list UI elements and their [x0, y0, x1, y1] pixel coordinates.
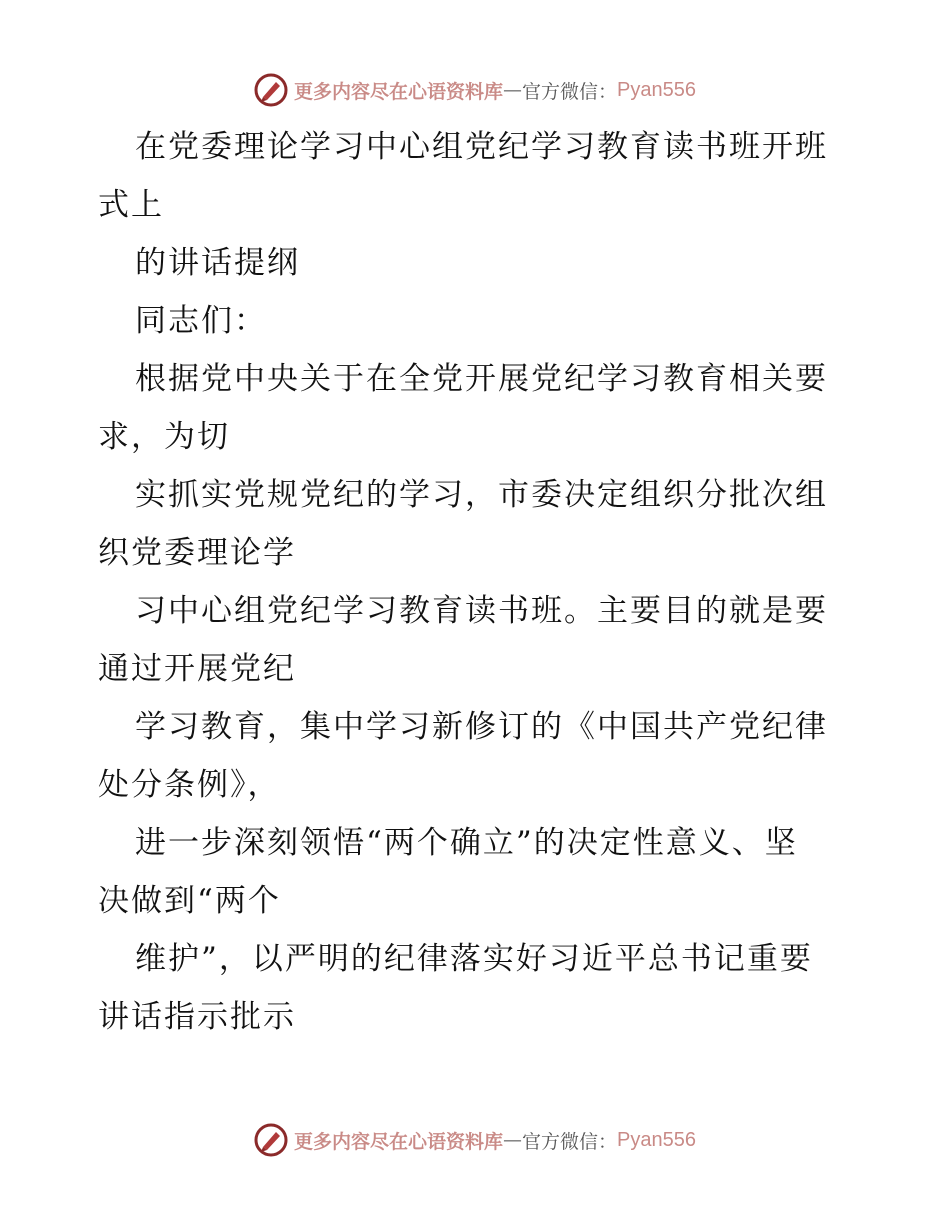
brand-logo-icon	[254, 1123, 288, 1157]
body-line: 学习教育，集中学习新修订的《中国共产党纪律	[135, 709, 828, 745]
header-banner	[0, 70, 950, 110]
body-line: 根据党中央关于在全党开展党纪学习教育相关要	[135, 361, 828, 397]
footer-banner	[0, 1120, 950, 1160]
body-line: 求，为切	[98, 419, 230, 455]
body-line: 织党委理论学	[98, 535, 296, 571]
body-line: 处分条例》，	[98, 767, 281, 803]
header-separator: —	[503, 79, 523, 101]
body-line: 进一步深刻领悟“两个确立”的决定性意义、坚	[135, 825, 798, 861]
body-line: 讲话指示批示	[98, 999, 296, 1035]
footer-wechat-id: Pyan556	[617, 1128, 696, 1151]
header-wechat-id: Pyan556	[617, 78, 696, 101]
body-line: 式上	[98, 187, 164, 223]
footer-site-name: 更多内容尽在心语资料库	[294, 1130, 504, 1153]
brand-logo-icon	[254, 73, 288, 107]
body-line: 维护”，以严明的纪律落实好习近平总书记重要	[135, 941, 813, 977]
document-body	[98, 118, 858, 1046]
body-line: 决做到“两个	[98, 883, 281, 919]
body-line: 习中心组党纪学习教育读书班。主要目的就是要	[135, 593, 828, 629]
body-line: 实抓实党规党纪的学习，市委决定组织分批次组	[135, 477, 828, 513]
header-site-name: 更多内容尽在心语资料库	[294, 80, 504, 103]
body-line: 在党委理论学习中心组党纪学习教育读书班开班	[135, 129, 828, 165]
body-line: 的讲话提纲	[135, 245, 300, 281]
header-wechat-label: 官方微信：	[522, 80, 618, 103]
body-line: 通过开展党纪	[98, 651, 296, 687]
footer-wechat-label: 官方微信：	[522, 1130, 618, 1153]
footer-separator: —	[503, 1129, 523, 1151]
body-line: 同志们：	[135, 303, 267, 339]
